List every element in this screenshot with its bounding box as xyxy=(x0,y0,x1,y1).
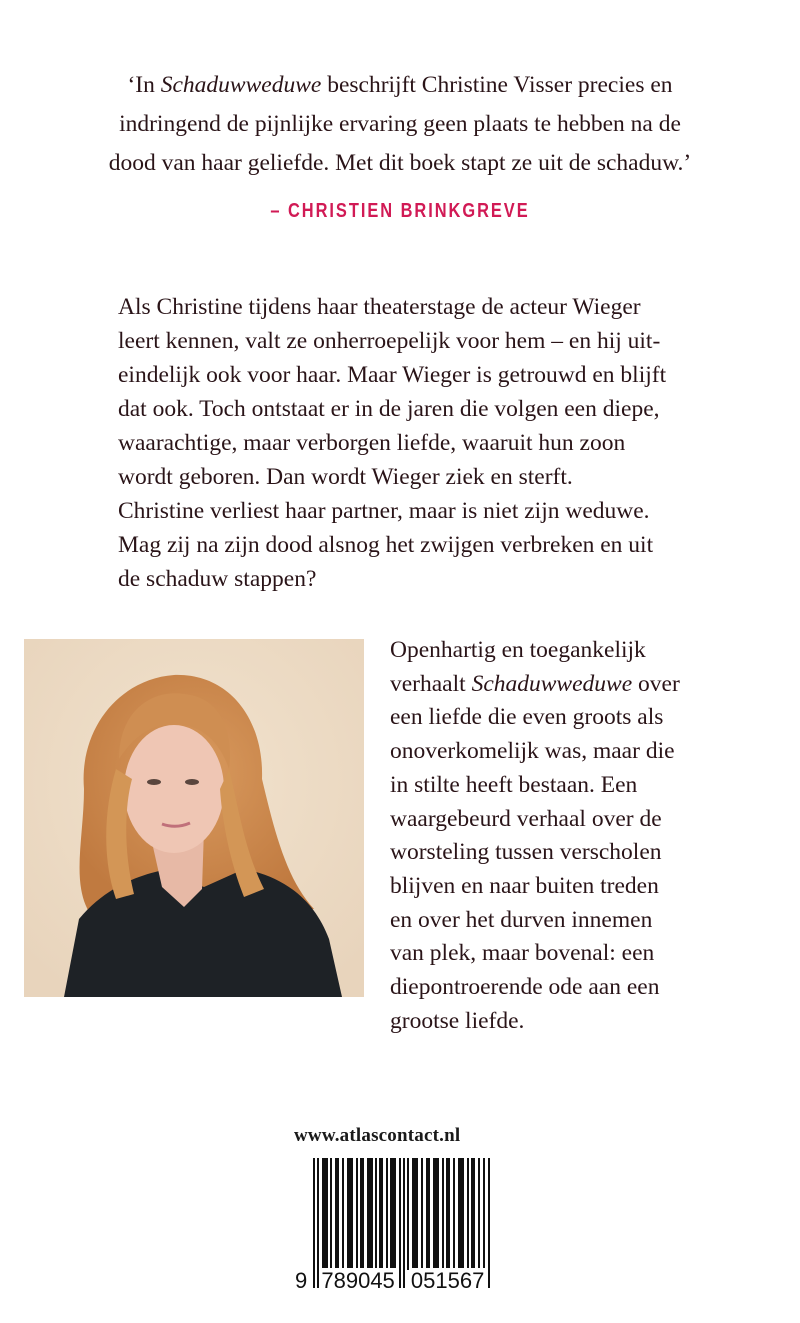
synopsis-line: dat ook. Toch ontstaat er in de jaren die volgen een diepe, xyxy=(118,396,660,422)
blurb-quote xyxy=(60,66,740,183)
quote-attribution: – CHRISTIEN BRINKGREVE xyxy=(270,200,530,222)
synopsis-line: wordt geboren. Dan wordt Wieger ziek en sterft. xyxy=(118,464,573,490)
description-line: worsteling tussen verscholen xyxy=(390,839,662,866)
description-line: en over het durven innemen xyxy=(390,906,653,933)
isbn-group-1: 789045 xyxy=(321,1268,395,1293)
quote-line-3: dood van haar geliefde. Met dit boek stapt ze uit de schaduw.’ xyxy=(108,150,692,176)
description-line: onoverkomelijk was, maar die xyxy=(390,738,675,765)
description-line: verhaalt Schaduwweduwe over xyxy=(390,670,680,697)
publisher-url[interactable]: www.atlascontact.nl xyxy=(294,1125,461,1146)
author-description xyxy=(390,634,740,1038)
description-line: blijven en naar buiten treden xyxy=(390,872,659,899)
author-photo xyxy=(24,639,364,997)
isbn-number xyxy=(294,1268,485,1294)
synopsis-line: waarachtige, maar verborgen liefde, waaruit hun zoon xyxy=(118,430,626,456)
description-line: diepontroerende ode aan een xyxy=(390,974,660,1001)
book-title-italic: Schaduwweduwe xyxy=(471,670,633,697)
synopsis xyxy=(118,290,738,596)
description-line: in stilte heeft bestaan. Een xyxy=(390,771,638,798)
synopsis-line: Christine verliest haar partner, maar is niet zijn weduwe. xyxy=(118,498,650,524)
isbn-prefix: 9 xyxy=(295,1268,308,1293)
synopsis-line: Mag zij na zijn dood alsnog het zwijgen verbreken en uit xyxy=(118,532,654,558)
isbn-group-2: 051567 xyxy=(410,1268,485,1293)
synopsis-line: Als Christine tijdens haar theaterstage de acteur Wieger xyxy=(118,294,641,320)
description-line: van plek, maar bovenal: een xyxy=(390,940,655,967)
synopsis-line: eindelijk ook voor haar. Maar Wieger is getrouwd en blijft xyxy=(118,362,667,388)
description-line: waargebeurd verhaal over de xyxy=(390,805,662,832)
synopsis-line: de schaduw stappen? xyxy=(118,566,317,592)
book-title-italic: Schaduwweduwe xyxy=(160,72,322,98)
synopsis-line: leert kennen, valt ze onherroepelijk voor hem – en hij uit- xyxy=(118,328,661,354)
description-line: een liefde die even groots als xyxy=(390,704,664,731)
description-line: Openhartig en toegankelijk xyxy=(390,637,646,663)
quote-line-2: indringend de pijnlijke ervaring geen plaats te hebben na de xyxy=(119,111,681,137)
author-portrait-illustration xyxy=(24,639,364,997)
quote-line-1: ‘In Schaduwweduwe beschrijft Christine Visser precies en xyxy=(127,72,673,98)
description-line: grootse liefde. xyxy=(390,1007,525,1034)
